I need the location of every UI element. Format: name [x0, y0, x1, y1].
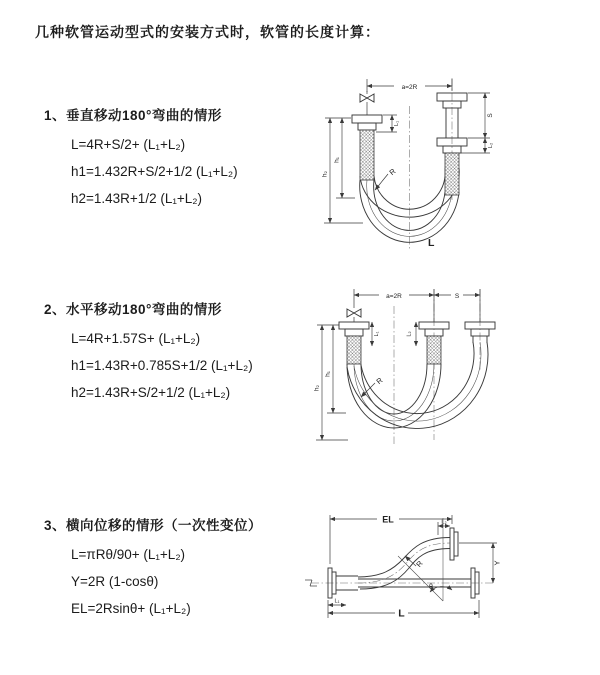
dimension-el	[330, 513, 452, 564]
section-2-heading: 2、水平移动180°弯曲的情形	[44, 302, 222, 317]
dimension-l1	[376, 115, 400, 132]
section-3	[44, 514, 319, 622]
label-l2: L₂	[406, 331, 413, 337]
label-r: R	[387, 166, 398, 177]
label-r: R	[414, 558, 425, 569]
label-s: S	[454, 292, 460, 300]
radius-leader	[405, 556, 425, 569]
section-1-formula-L: L=4R+S/2+ (L₁+L₂)	[71, 137, 186, 152]
page-title: 几种软管运动型式的安装方式时，软管的长度计算：	[35, 24, 380, 40]
section-2-formula-h1: h1=1.43R+0.785S+1/2 (L₁+L₂)	[71, 358, 253, 373]
dimension-s	[461, 93, 494, 153]
section-3-heading: 3、横向位移的情形（一次性变位）	[44, 518, 263, 533]
section-3-formula-Y: Y=2R (1-cosθ)	[71, 574, 159, 589]
dimension-a2r	[367, 79, 452, 92]
label-s: S	[487, 113, 494, 118]
section-1-formula-h2: h2=1.43R+1/2 (L₁+L₂)	[71, 191, 203, 206]
radius-leader	[375, 166, 398, 190]
dimension-y	[459, 543, 502, 583]
angle-construction	[398, 518, 452, 601]
diagram-vertical-180-bend	[305, 70, 550, 258]
left-braided-hose	[347, 336, 361, 364]
label-h1: h₁	[324, 371, 332, 377]
section-1-formula-h1: h1=1.432R+S/2+1/2 (L₁+L₂)	[71, 164, 238, 179]
dimension-h	[314, 325, 349, 440]
right-braided-hose	[445, 153, 459, 195]
dimension-h	[322, 118, 364, 223]
valve-icon	[347, 309, 361, 322]
label-h1: h₁	[333, 157, 341, 163]
label-theta: θ	[429, 584, 433, 591]
label-l2: L₂	[441, 519, 447, 526]
valve-icon	[360, 91, 374, 115]
section-3-formula-EL: EL=2Rsinθ+ (L₁+L₂)	[71, 601, 191, 616]
label-a2r: a=2R	[401, 83, 418, 91]
dimension-l1	[328, 599, 346, 606]
left-braided-hose	[360, 130, 374, 180]
label-l: L	[398, 607, 405, 620]
section-1	[44, 104, 319, 212]
section-2	[44, 298, 319, 406]
dimension-l	[328, 600, 479, 620]
label-h2: h₂	[313, 384, 321, 392]
left-flange	[339, 322, 369, 336]
label-a2r: a=2R	[386, 292, 402, 300]
label-h2: h₂	[321, 170, 329, 178]
label-l: L	[428, 237, 435, 249]
dimension-l2	[438, 520, 450, 536]
dimension-l2	[407, 322, 417, 346]
label-el: EL	[382, 514, 394, 525]
label-l2: L₂	[488, 142, 494, 149]
hose-curves	[347, 342, 488, 429]
section-2-formula-h2: h2=1.43R+S/2+1/2 (L₁+L₂)	[71, 385, 231, 400]
section-1-heading: 1、垂直移动180°弯曲的情形	[44, 108, 222, 123]
label-l1: L₁	[334, 598, 340, 605]
label-r: R	[374, 375, 385, 386]
label-l1: L₁	[374, 331, 380, 337]
left-flange	[352, 115, 382, 130]
middle-braided-hose	[427, 336, 441, 364]
diagram-horizontal-180-bend	[298, 282, 560, 450]
dimension-a2r	[354, 289, 480, 322]
section-2-formula-L: L=4R+1.57S+ (L₁+L₂)	[71, 331, 201, 346]
label-l1: L₁	[394, 121, 400, 126]
label-y: Y	[492, 560, 502, 566]
dimension-l1	[372, 322, 380, 346]
diagram-lateral-displacement	[303, 506, 600, 648]
section-3-formula-L: L=πRθ/90+ (L₁+L₂)	[71, 547, 186, 562]
